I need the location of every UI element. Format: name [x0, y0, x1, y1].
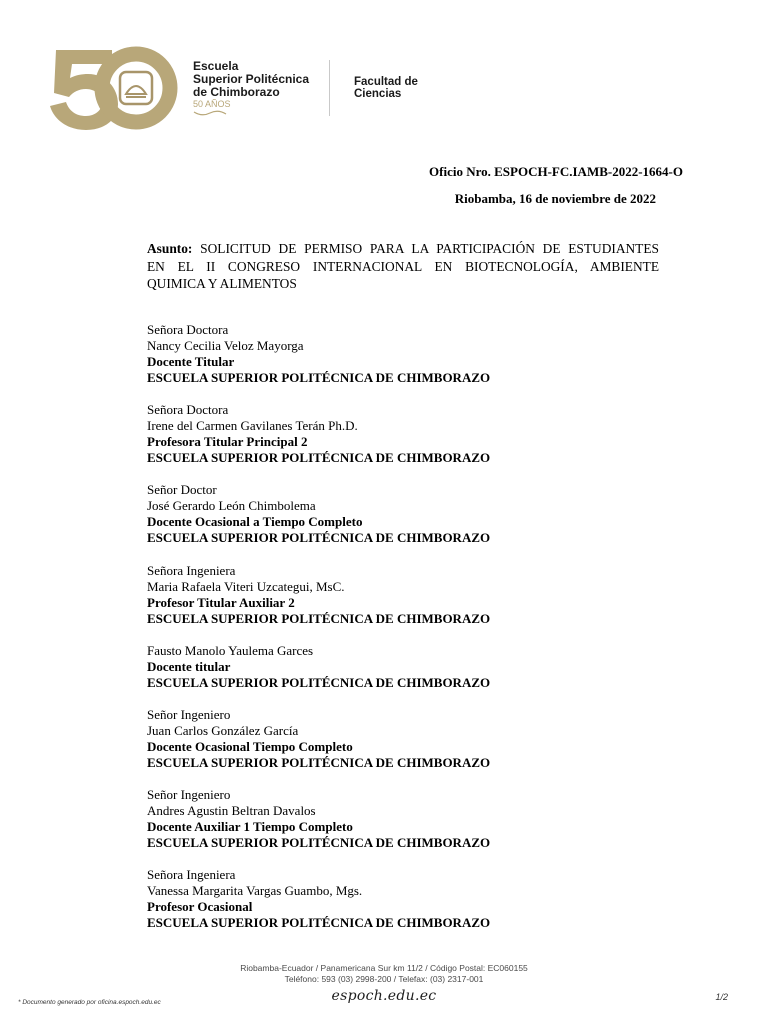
- recipient-salutation: Señora Ingeniera: [147, 867, 236, 883]
- institution-name-line: de Chimborazo: [193, 85, 280, 99]
- recipient-name: Irene del Carmen Gavilanes Terán Ph.D.: [147, 418, 358, 434]
- recipient-position: Docente titular: [147, 658, 231, 674]
- footer-website: espoch.edu.ec: [331, 988, 437, 1004]
- recipient-name: Maria Rafaela Viteri Uzcategui, MsC.: [147, 578, 345, 594]
- recipient-position: Profesor Ocasional: [147, 899, 253, 915]
- recipient-institution: ESCUELA SUPERIOR POLITÉCNICA DE CHIMBORAZO: [147, 370, 491, 385]
- footer-phone-line: Teléfono: 593 (03) 2998-200 / Telefax: (03) 2317-001: [284, 974, 484, 984]
- recipient-name: Fausto Manolo Yaulema Garces: [147, 642, 314, 658]
- logo-emblem-frame: [120, 72, 152, 104]
- document-date: Riobamba, 16 de noviembre de 2022: [454, 191, 656, 206]
- faculty-name-line: Ciencias: [354, 88, 402, 100]
- recipient-position: Profesor Titular Auxiliar 2: [147, 594, 295, 610]
- recipient-block: [147, 867, 687, 931]
- recipient-institution: ESCUELA SUPERIOR POLITÉCNICA DE CHIMBORAZO: [147, 450, 491, 466]
- recipient-salutation: Señor Doctor: [147, 482, 217, 498]
- recipient-salutation: Señor Ingeniero: [147, 706, 231, 722]
- institution-name-line: Superior Politécnica: [193, 72, 310, 86]
- faculty-name: [354, 76, 418, 100]
- subject-block: [147, 240, 659, 293]
- recipient-position: Docente Titular: [147, 354, 235, 369]
- recipient-salutation: Señora Ingeniera: [147, 562, 236, 578]
- espoch-50-anniversary-logo: [46, 44, 180, 132]
- footer-contact: [0, 963, 768, 985]
- subject-line: [147, 240, 659, 258]
- recipient-name: Nancy Cecilia Veloz Mayorga: [147, 338, 304, 353]
- recipient-institution: ESCUELA SUPERIOR POLITÉCNICA DE CHIMBORAZO: [147, 915, 491, 931]
- recipient-block: [147, 787, 687, 851]
- faculty-name-line: Facultad de: [354, 76, 418, 88]
- subject-label: Asunto:: [147, 241, 193, 256]
- institution-name-line: Escuela: [193, 59, 239, 73]
- institution-name: [193, 60, 309, 99]
- recipient-position: Docente Auxiliar 1 Tiempo Completo: [147, 819, 353, 835]
- recipient-block: [147, 643, 687, 691]
- anniversary-label: 50 AÑOS: [193, 99, 231, 109]
- recipient-name: Vanessa Margarita Vargas Guambo, Mgs.: [147, 883, 363, 899]
- recipient-list: [147, 322, 687, 948]
- subject-line: QUIMICA Y ALIMENTOS: [147, 276, 297, 291]
- recipient-name: José Gerardo León Chimbolema: [147, 498, 316, 514]
- institution-header: [46, 44, 486, 134]
- generated-document-note: * Documento generado por oficina.espoch.edu.ec: [18, 999, 161, 1006]
- page-number: 1/2: [715, 992, 728, 1002]
- recipient-institution: ESCUELA SUPERIOR POLITÉCNICA DE CHIMBORAZO: [147, 754, 491, 770]
- recipient-institution: ESCUELA SUPERIOR POLITÉCNICA DE CHIMBORAZO: [147, 610, 491, 626]
- recipient-block: [147, 707, 687, 771]
- recipient-salutation: Señor Ingeniero: [147, 787, 231, 803]
- ribbon-ornament-icon: [193, 110, 227, 118]
- recipient-salutation: Señora Doctora: [147, 402, 229, 418]
- subject-line: EN EL II CONGRESO INTERNACIONAL EN BIOTECNOLOGÍA, AMBIENTE: [147, 258, 659, 274]
- footer-address-line: Riobamba-Ecuador / Panamericana Sur km 11/2 / Código Postal: EC060155: [240, 963, 528, 973]
- recipient-block: [147, 482, 687, 546]
- recipient-name: Andres Agustin Beltran Davalos: [147, 803, 316, 819]
- header-divider: [329, 60, 330, 116]
- recipient-institution: ESCUELA SUPERIOR POLITÉCNICA DE CHIMBORAZO: [147, 530, 491, 546]
- recipient-institution: ESCUELA SUPERIOR POLITÉCNICA DE CHIMBORAZO: [147, 674, 491, 690]
- recipient-block: [147, 563, 687, 627]
- office-reference-number: Oficio Nro. ESPOCH-FC.IAMB-2022-1664-O: [429, 164, 683, 179]
- recipient-position: Profesora Titular Principal 2: [147, 434, 308, 450]
- recipient-institution: ESCUELA SUPERIOR POLITÉCNICA DE CHIMBORAZO: [147, 835, 491, 851]
- recipient-block: [147, 322, 687, 386]
- recipient-position: Docente Ocasional a Tiempo Completo: [147, 514, 363, 530]
- subject-text: SOLICITUD DE PERMISO PARA LA PARTICIPACIÓN DE ESTUDIANTES: [200, 241, 659, 256]
- recipient-name: Juan Carlos González García: [147, 722, 299, 738]
- recipient-position: Docente Ocasional Tiempo Completo: [147, 738, 353, 754]
- recipient-salutation: Señora Doctora: [147, 322, 229, 337]
- recipient-block: [147, 402, 687, 466]
